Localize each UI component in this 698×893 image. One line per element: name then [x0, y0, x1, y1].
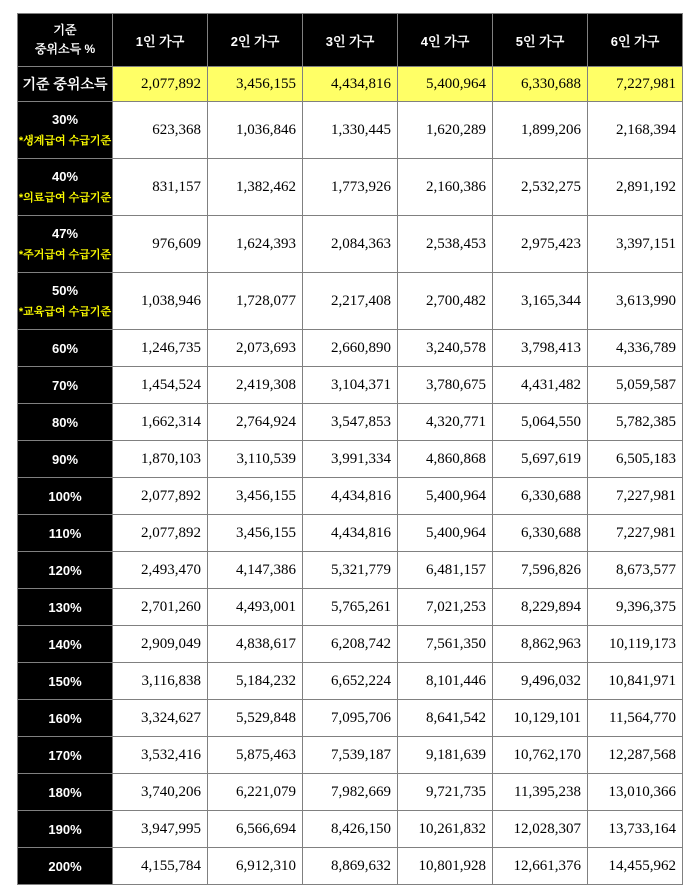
row-label: 200% [48, 858, 82, 874]
row-label-cell [18, 441, 113, 478]
header-row [18, 14, 683, 67]
row-label: 120% [48, 562, 82, 578]
table-row [18, 589, 683, 626]
value-cell: 5,529,848 [208, 700, 303, 737]
row-sublabel: *교육급여 수급기준 [18, 306, 112, 318]
row-label: 150% [48, 673, 82, 689]
table-row [18, 330, 683, 367]
value-cell: 11,564,770 [588, 700, 683, 737]
value-cell: 7,227,981 [588, 478, 683, 515]
row-label-cell [18, 478, 113, 515]
value-cell: 2,891,192 [588, 159, 683, 216]
value-cell: 9,396,375 [588, 589, 683, 626]
value-cell: 5,400,964 [398, 478, 493, 515]
value-cell: 2,077,892 [113, 478, 208, 515]
value-cell: 2,073,693 [208, 330, 303, 367]
value-cell: 5,321,779 [303, 552, 398, 589]
value-cell: 12,028,307 [493, 811, 588, 848]
column-header-5person: 5인 가구 [493, 14, 588, 67]
value-cell: 3,532,416 [113, 737, 208, 774]
row-sublabel: *의료급여 수급기준 [18, 192, 112, 204]
value-cell: 1,870,103 [113, 441, 208, 478]
row-label-cell [18, 552, 113, 589]
value-cell: 5,697,619 [493, 441, 588, 478]
row-label-cell [18, 811, 113, 848]
table-row [18, 367, 683, 404]
row-label-cell [18, 737, 113, 774]
row-label: 90% [51, 451, 79, 467]
value-cell: 7,561,350 [398, 626, 493, 663]
value-cell: 3,165,344 [493, 273, 588, 330]
value-cell: 10,261,832 [398, 811, 493, 848]
row-sublabel: *생계급여 수급기준 [18, 135, 112, 147]
corner-header-cell [18, 14, 113, 67]
value-cell: 7,596,826 [493, 552, 588, 589]
table-row [18, 848, 683, 885]
value-cell: 2,077,892 [113, 515, 208, 552]
value-cell: 9,721,735 [398, 774, 493, 811]
table-row [18, 159, 683, 216]
column-header-6person: 6인 가구 [588, 14, 683, 67]
row-label-cell [18, 367, 113, 404]
value-cell: 623,368 [113, 102, 208, 159]
row-label: 140% [48, 636, 82, 652]
value-cell: 2,077,892 [113, 67, 208, 102]
row-label-cell [18, 848, 113, 885]
table-row [18, 552, 683, 589]
value-cell: 2,168,394 [588, 102, 683, 159]
table-row [18, 478, 683, 515]
value-cell: 6,330,688 [493, 478, 588, 515]
row-label-cell [18, 330, 113, 367]
row-label-cell [18, 774, 113, 811]
value-cell: 2,538,453 [398, 216, 493, 273]
value-cell: 6,330,688 [493, 515, 588, 552]
row-label-cell [18, 159, 113, 216]
value-cell: 1,038,946 [113, 273, 208, 330]
value-cell: 9,496,032 [493, 663, 588, 700]
value-cell: 1,454,524 [113, 367, 208, 404]
row-label: 60% [51, 340, 79, 356]
value-cell: 1,773,926 [303, 159, 398, 216]
value-cell: 2,660,890 [303, 330, 398, 367]
value-cell: 10,129,101 [493, 700, 588, 737]
value-cell: 10,119,173 [588, 626, 683, 663]
value-cell: 5,184,232 [208, 663, 303, 700]
table-row [18, 404, 683, 441]
table-body [18, 67, 683, 885]
value-cell: 1,620,289 [398, 102, 493, 159]
value-cell: 1,624,393 [208, 216, 303, 273]
value-cell: 8,426,150 [303, 811, 398, 848]
table-row [18, 441, 683, 478]
row-label: 100% [48, 488, 82, 504]
value-cell: 8,862,963 [493, 626, 588, 663]
value-cell: 1,246,735 [113, 330, 208, 367]
value-cell: 5,875,463 [208, 737, 303, 774]
value-cell: 2,419,308 [208, 367, 303, 404]
table-row [18, 737, 683, 774]
value-cell: 4,493,001 [208, 589, 303, 626]
value-cell: 8,673,577 [588, 552, 683, 589]
column-header-2person: 2인 가구 [208, 14, 303, 67]
row-label: 80% [51, 414, 79, 430]
value-cell: 8,869,632 [303, 848, 398, 885]
value-cell: 4,147,386 [208, 552, 303, 589]
value-cell: 1,728,077 [208, 273, 303, 330]
value-cell: 7,095,706 [303, 700, 398, 737]
row-label: 190% [48, 821, 82, 837]
value-cell: 2,084,363 [303, 216, 398, 273]
row-label: 110% [48, 525, 82, 541]
row-label-cell [18, 515, 113, 552]
value-cell: 4,431,482 [493, 367, 588, 404]
value-cell: 6,652,224 [303, 663, 398, 700]
value-cell: 5,064,550 [493, 404, 588, 441]
value-cell: 3,397,151 [588, 216, 683, 273]
row-label-cell [18, 700, 113, 737]
value-cell: 1,382,462 [208, 159, 303, 216]
value-cell: 3,456,155 [208, 67, 303, 102]
value-cell: 9,181,639 [398, 737, 493, 774]
value-cell: 8,101,446 [398, 663, 493, 700]
table-row [18, 216, 683, 273]
value-cell: 976,609 [113, 216, 208, 273]
value-cell: 3,456,155 [208, 478, 303, 515]
table-row [18, 774, 683, 811]
value-cell: 2,532,275 [493, 159, 588, 216]
value-cell: 5,400,964 [398, 67, 493, 102]
value-cell: 1,662,314 [113, 404, 208, 441]
row-label-cell [18, 102, 113, 159]
value-cell: 4,320,771 [398, 404, 493, 441]
value-cell: 2,909,049 [113, 626, 208, 663]
value-cell: 3,324,627 [113, 700, 208, 737]
value-cell: 2,160,386 [398, 159, 493, 216]
value-cell: 1,899,206 [493, 102, 588, 159]
value-cell: 12,661,376 [493, 848, 588, 885]
row-label-cell [18, 404, 113, 441]
table-row [18, 67, 683, 102]
value-cell: 10,762,170 [493, 737, 588, 774]
row-label: 70% [51, 377, 79, 393]
table-row [18, 663, 683, 700]
table-row [18, 700, 683, 737]
value-cell: 3,547,853 [303, 404, 398, 441]
column-header-1person: 1인 가구 [113, 14, 208, 67]
row-label: 130% [48, 599, 82, 615]
value-cell: 14,455,962 [588, 848, 683, 885]
value-cell: 8,641,542 [398, 700, 493, 737]
value-cell: 10,841,971 [588, 663, 683, 700]
value-cell: 2,700,482 [398, 273, 493, 330]
value-cell: 3,456,155 [208, 515, 303, 552]
value-cell: 12,287,568 [588, 737, 683, 774]
value-cell: 3,798,413 [493, 330, 588, 367]
value-cell: 3,613,990 [588, 273, 683, 330]
value-cell: 3,780,675 [398, 367, 493, 404]
value-cell: 3,991,334 [303, 441, 398, 478]
value-cell: 5,782,385 [588, 404, 683, 441]
value-cell: 8,229,894 [493, 589, 588, 626]
value-cell: 3,116,838 [113, 663, 208, 700]
value-cell: 1,036,846 [208, 102, 303, 159]
value-cell: 7,982,669 [303, 774, 398, 811]
value-cell: 7,539,187 [303, 737, 398, 774]
value-cell: 7,227,981 [588, 515, 683, 552]
row-label: 30% [51, 112, 79, 127]
table-row [18, 626, 683, 663]
row-label: 180% [48, 784, 82, 800]
value-cell: 5,400,964 [398, 515, 493, 552]
median-income-table [17, 13, 683, 885]
value-cell: 13,733,164 [588, 811, 683, 848]
value-cell: 2,701,260 [113, 589, 208, 626]
value-cell: 7,227,981 [588, 67, 683, 102]
value-cell: 2,764,924 [208, 404, 303, 441]
value-cell: 3,110,539 [208, 441, 303, 478]
row-label: 160% [48, 710, 82, 726]
value-cell: 7,021,253 [398, 589, 493, 626]
row-label: 170% [48, 747, 82, 763]
table-row [18, 515, 683, 552]
corner-header-line1: 기준 [53, 22, 77, 37]
value-cell: 4,434,816 [303, 515, 398, 552]
row-label-cell [18, 626, 113, 663]
value-cell: 4,434,816 [303, 478, 398, 515]
row-label: 40% [51, 169, 79, 184]
value-cell: 6,505,183 [588, 441, 683, 478]
value-cell: 11,395,238 [493, 774, 588, 811]
value-cell: 4,838,617 [208, 626, 303, 663]
value-cell: 6,330,688 [493, 67, 588, 102]
row-label: 47% [51, 226, 79, 241]
value-cell: 3,740,206 [113, 774, 208, 811]
column-header-3person: 3인 가구 [303, 14, 398, 67]
value-cell: 2,493,470 [113, 552, 208, 589]
row-label-cell [18, 273, 113, 330]
row-label-cell [18, 67, 113, 102]
table-row [18, 273, 683, 330]
value-cell: 5,059,587 [588, 367, 683, 404]
value-cell: 6,912,310 [208, 848, 303, 885]
row-label-cell [18, 589, 113, 626]
value-cell: 2,975,423 [493, 216, 588, 273]
value-cell: 6,481,157 [398, 552, 493, 589]
row-label: 기준 중위소득 [22, 76, 108, 92]
value-cell: 3,240,578 [398, 330, 493, 367]
value-cell: 3,947,995 [113, 811, 208, 848]
table-row [18, 102, 683, 159]
column-header-4person: 4인 가구 [398, 14, 493, 67]
value-cell: 10,801,928 [398, 848, 493, 885]
value-cell: 4,434,816 [303, 67, 398, 102]
value-cell: 2,217,408 [303, 273, 398, 330]
row-label: 50% [51, 283, 79, 298]
value-cell: 13,010,366 [588, 774, 683, 811]
value-cell: 1,330,445 [303, 102, 398, 159]
value-cell: 6,208,742 [303, 626, 398, 663]
row-sublabel: *주거급여 수급기준 [18, 249, 112, 261]
row-label-cell [18, 663, 113, 700]
value-cell: 4,155,784 [113, 848, 208, 885]
row-label-cell [18, 216, 113, 273]
value-cell: 3,104,371 [303, 367, 398, 404]
corner-header-line2: 중위소득 % [34, 42, 96, 56]
value-cell: 4,860,868 [398, 441, 493, 478]
value-cell: 6,221,079 [208, 774, 303, 811]
value-cell: 6,566,694 [208, 811, 303, 848]
value-cell: 4,336,789 [588, 330, 683, 367]
value-cell: 5,765,261 [303, 589, 398, 626]
value-cell: 831,157 [113, 159, 208, 216]
table-row [18, 811, 683, 848]
